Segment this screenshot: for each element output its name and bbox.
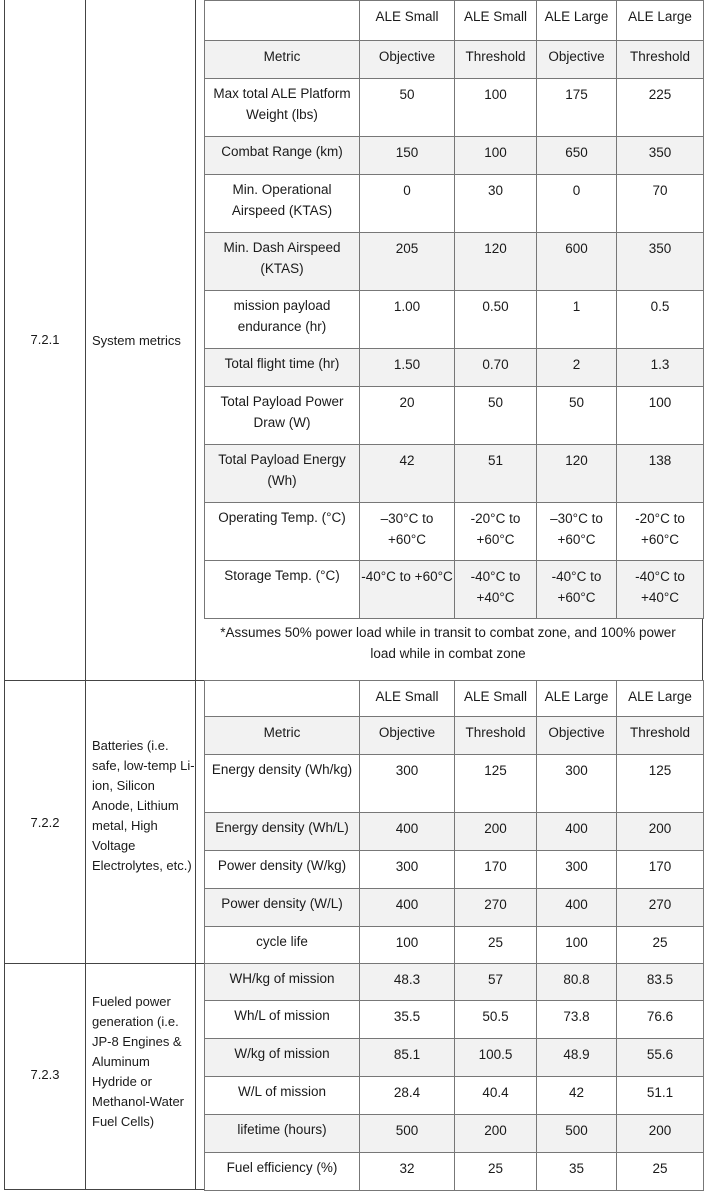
table-row xyxy=(205,561,704,619)
metrics-table xyxy=(204,0,704,619)
value-cell: 2 xyxy=(537,349,617,387)
table-row xyxy=(205,851,704,889)
header-cell: ALE Large xyxy=(537,1,617,41)
value-cell: 100.5 xyxy=(455,1039,537,1077)
metric-cell: Fuel efficiency (%) xyxy=(205,1153,360,1191)
section-name: System metrics xyxy=(92,333,181,348)
value-cell: 205 xyxy=(360,233,455,291)
value-cell: 200 xyxy=(455,1115,537,1153)
value-cell: 600 xyxy=(537,233,617,291)
table-row xyxy=(205,889,704,927)
value-cell: 1.50 xyxy=(360,349,455,387)
value-cell: 35 xyxy=(537,1153,617,1191)
table-row xyxy=(205,233,704,291)
value-cell: 25 xyxy=(455,927,537,965)
header-cell: Threshold xyxy=(617,41,704,79)
value-cell: 80.8 xyxy=(537,964,617,1001)
value-cell: 400 xyxy=(537,889,617,927)
value-cell: 55.6 xyxy=(617,1039,704,1077)
value-cell: 30 xyxy=(455,175,537,233)
value-cell: 35.5 xyxy=(360,1001,455,1039)
value-cell: 50 xyxy=(455,387,537,445)
value-cell: 1.00 xyxy=(360,291,455,349)
metric-cell: Energy density (Wh/L) xyxy=(205,813,360,851)
value-cell: 270 xyxy=(455,889,537,927)
value-cell: 125 xyxy=(617,755,704,813)
section-7-2-3 xyxy=(4,963,703,1190)
value-cell: 25 xyxy=(617,1153,704,1191)
value-cell: 138 xyxy=(617,445,704,503)
value-cell: 100 xyxy=(537,927,617,965)
table-row xyxy=(205,927,704,965)
metric-cell: Operating Temp. (°C) xyxy=(205,503,360,561)
metric-cell: mission payload endurance (hr) xyxy=(205,291,360,349)
table-row xyxy=(205,813,704,851)
value-cell: 50 xyxy=(537,387,617,445)
value-cell: 400 xyxy=(537,813,617,851)
table-row xyxy=(205,387,704,445)
section-name: Fueled power generation (i.e. JP-8 Engines & Aluminum Hydride or Methanol-Water Fuel Cells) xyxy=(92,994,184,1129)
value-cell: 100 xyxy=(455,79,537,137)
value-cell: -40°C to +40°C xyxy=(617,561,704,619)
header-cell: Metric xyxy=(205,717,360,755)
metric-cell: W/L of mission xyxy=(205,1077,360,1115)
value-cell: -20°C to +60°C xyxy=(455,503,537,561)
value-cell: 1.3 xyxy=(617,349,704,387)
value-cell: 650 xyxy=(537,137,617,175)
value-cell: 73.8 xyxy=(537,1001,617,1039)
value-cell: 200 xyxy=(455,813,537,851)
section-number: 7.2.2 xyxy=(30,815,60,830)
metric-cell: Storage Temp. (°C) xyxy=(205,561,360,619)
value-cell: 350 xyxy=(617,233,704,291)
table-row xyxy=(205,349,704,387)
table-row xyxy=(205,1077,704,1115)
section-7-2-1 xyxy=(4,0,703,681)
value-cell: 100 xyxy=(360,927,455,965)
metric-cell: Total flight time (hr) xyxy=(205,349,360,387)
table-row xyxy=(205,755,704,813)
metric-cell: Combat Range (km) xyxy=(205,137,360,175)
value-cell: 70 xyxy=(617,175,704,233)
metric-cell: Total Payload Energy (Wh) xyxy=(205,445,360,503)
value-cell: 51.1 xyxy=(617,1077,704,1115)
metric-cell: lifetime (hours) xyxy=(205,1115,360,1153)
metric-cell: W/kg of mission xyxy=(205,1039,360,1077)
value-cell: 270 xyxy=(617,889,704,927)
value-cell: 350 xyxy=(617,137,704,175)
value-cell: 0 xyxy=(537,175,617,233)
value-cell: 100 xyxy=(455,137,537,175)
table-row xyxy=(205,175,704,233)
table-row xyxy=(205,964,704,1001)
header-cell: Threshold xyxy=(455,41,537,79)
footnote: *Assumes 50% power load while in transit to combat zone, and 100% power load while in combat zone xyxy=(220,625,676,661)
header-cell: Objective xyxy=(360,41,455,79)
value-cell: 0.5 xyxy=(617,291,704,349)
header-cell: ALE Small xyxy=(360,1,455,41)
header-cell: Threshold xyxy=(455,717,537,755)
value-cell: 170 xyxy=(455,851,537,889)
value-cell: 50.5 xyxy=(455,1001,537,1039)
header-cell xyxy=(205,681,360,717)
header-row-bottom xyxy=(205,41,704,79)
value-cell: 57 xyxy=(455,964,537,1001)
metric-cell: Min. Dash Airspeed (KTAS) xyxy=(205,233,360,291)
table-row xyxy=(205,445,704,503)
value-cell: 100 xyxy=(617,387,704,445)
metric-cell: Power density (W/kg) xyxy=(205,851,360,889)
metric-cell: WH/kg of mission xyxy=(205,964,360,1001)
header-cell xyxy=(205,1,360,41)
value-cell: 150 xyxy=(360,137,455,175)
section-7-2-2 xyxy=(4,680,703,966)
value-cell: 42 xyxy=(537,1077,617,1115)
value-cell: 400 xyxy=(360,813,455,851)
value-cell: 48.9 xyxy=(537,1039,617,1077)
metric-cell: Total Payload Power Draw (W) xyxy=(205,387,360,445)
value-cell: 300 xyxy=(537,851,617,889)
fueled-power-table xyxy=(204,963,704,1191)
value-cell: 300 xyxy=(537,755,617,813)
value-cell: -40°C to +60°C xyxy=(537,561,617,619)
section-name: Batteries (i.e. safe, low-temp Li-ion, Silicon Anode, Lithium metal, High Voltage Electrolytes, etc.) xyxy=(92,738,195,873)
value-cell: 500 xyxy=(537,1115,617,1153)
value-cell: 51 xyxy=(455,445,537,503)
header-cell: Objective xyxy=(360,717,455,755)
batteries-table xyxy=(204,680,704,965)
value-cell: 40.4 xyxy=(455,1077,537,1115)
value-cell: –30°C to +60°C xyxy=(537,503,617,561)
header-cell: Threshold xyxy=(617,717,704,755)
value-cell: 200 xyxy=(617,813,704,851)
metric-cell: Energy density (Wh/kg) xyxy=(205,755,360,813)
metric-cell: Power density (W/L) xyxy=(205,889,360,927)
value-cell: 76.6 xyxy=(617,1001,704,1039)
value-cell: 400 xyxy=(360,889,455,927)
value-cell: 170 xyxy=(617,851,704,889)
value-cell: 0.70 xyxy=(455,349,537,387)
value-cell: 20 xyxy=(360,387,455,445)
value-cell: -20°C to +60°C xyxy=(617,503,704,561)
header-cell: Metric xyxy=(205,41,360,79)
value-cell: 83.5 xyxy=(617,964,704,1001)
table-row xyxy=(205,137,704,175)
table-row xyxy=(205,291,704,349)
section-number: 7.2.3 xyxy=(30,1067,60,1082)
value-cell: 42 xyxy=(360,445,455,503)
value-cell: 25 xyxy=(617,927,704,965)
value-cell: 120 xyxy=(455,233,537,291)
value-cell: 85.1 xyxy=(360,1039,455,1077)
value-cell: 48.3 xyxy=(360,964,455,1001)
value-cell: 1 xyxy=(537,291,617,349)
header-cell: ALE Small xyxy=(455,681,537,717)
value-cell: 32 xyxy=(360,1153,455,1191)
table-row xyxy=(205,1153,704,1191)
value-cell: 120 xyxy=(537,445,617,503)
value-cell: 0.50 xyxy=(455,291,537,349)
header-cell: ALE Small xyxy=(455,1,537,41)
table-row xyxy=(205,79,704,137)
value-cell: 500 xyxy=(360,1115,455,1153)
header-row-top xyxy=(205,1,704,41)
value-cell: 225 xyxy=(617,79,704,137)
value-cell: 50 xyxy=(360,79,455,137)
section-number: 7.2.1 xyxy=(30,332,60,347)
metric-cell: Wh/L of mission xyxy=(205,1001,360,1039)
table-row xyxy=(205,503,704,561)
value-cell: 125 xyxy=(455,755,537,813)
table-row xyxy=(205,1039,704,1077)
header-cell: ALE Large xyxy=(617,1,704,41)
header-cell: Objective xyxy=(537,41,617,79)
value-cell: 0 xyxy=(360,175,455,233)
value-cell: 200 xyxy=(617,1115,704,1153)
value-cell: 300 xyxy=(360,755,455,813)
value-cell: 300 xyxy=(360,851,455,889)
header-row-bottom xyxy=(205,717,704,755)
metric-cell: Max total ALE Platform Weight (lbs) xyxy=(205,79,360,137)
value-cell: 175 xyxy=(537,79,617,137)
metric-cell: cycle life xyxy=(205,927,360,965)
table-row xyxy=(205,1115,704,1153)
value-cell: 25 xyxy=(455,1153,537,1191)
value-cell: 28.4 xyxy=(360,1077,455,1115)
metric-cell: Min. Operational Airspeed (KTAS) xyxy=(205,175,360,233)
header-cell: ALE Large xyxy=(537,681,617,717)
value-cell: -40°C to +60°C xyxy=(360,561,455,619)
header-cell: Objective xyxy=(537,717,617,755)
header-cell: ALE Small xyxy=(360,681,455,717)
value-cell: –30°C to +60°C xyxy=(360,503,455,561)
header-cell: ALE Large xyxy=(617,681,704,717)
header-row-top xyxy=(205,681,704,717)
table-row xyxy=(205,1001,704,1039)
value-cell: -40°C to +40°C xyxy=(455,561,537,619)
